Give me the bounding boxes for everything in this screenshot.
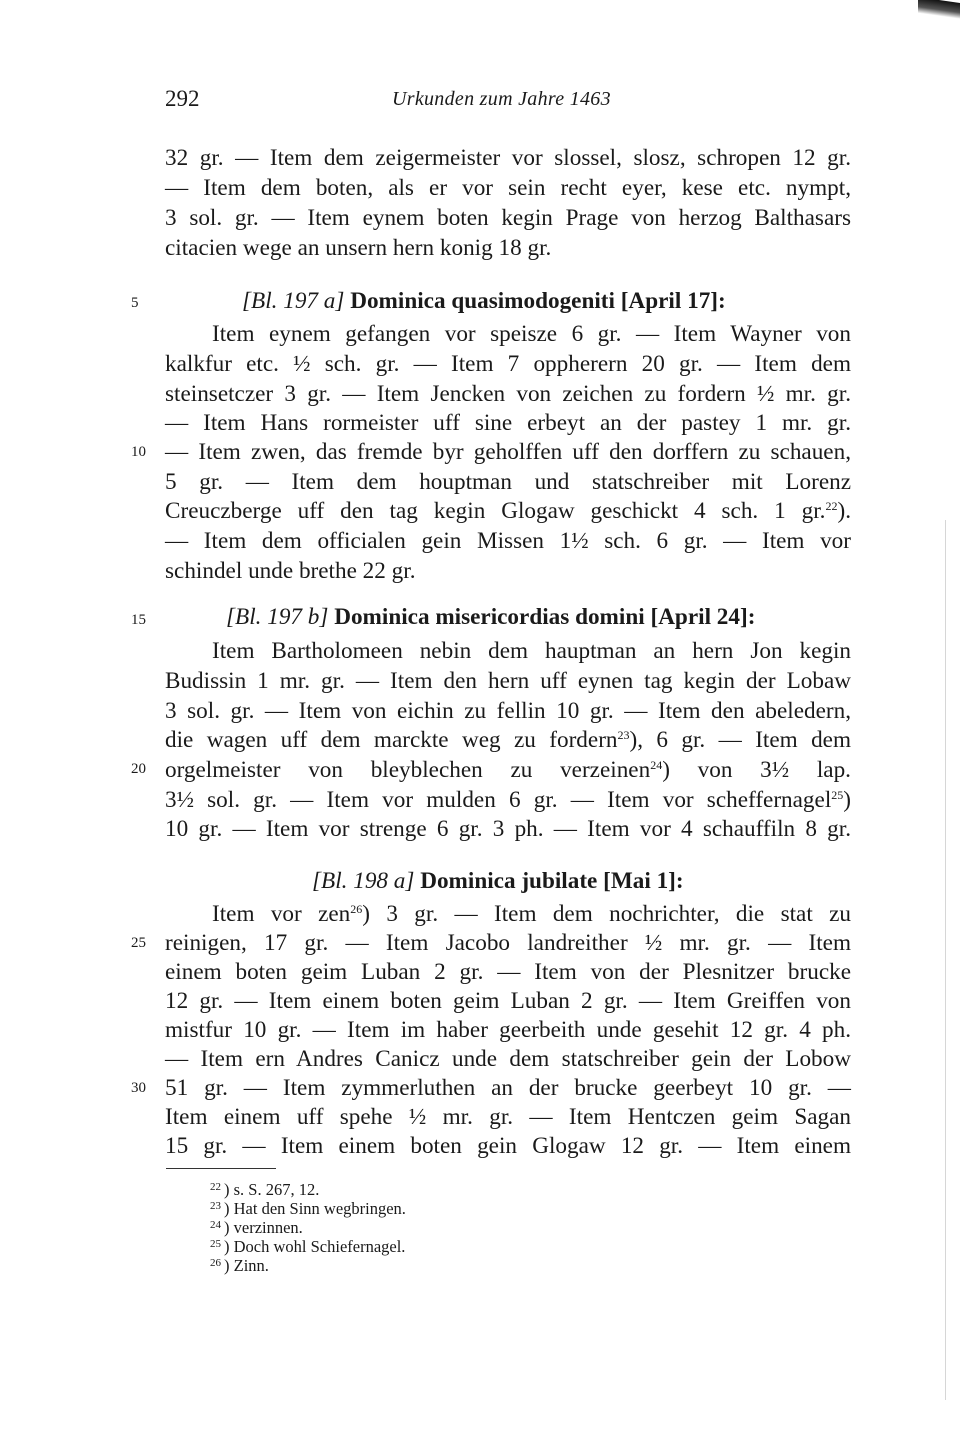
text-line xyxy=(165,785,851,815)
footnote-text: ) verzinnen. xyxy=(224,1218,303,1237)
text-segment: ) xyxy=(843,787,851,813)
footnote xyxy=(210,1197,406,1218)
text-segment: orgelmeister von bleyblechen zu verzeinen xyxy=(165,757,651,783)
heading-date: [April 17]: xyxy=(620,288,726,314)
text-segment: ) von 3½ lap. xyxy=(662,757,851,783)
page-number: 292 xyxy=(165,86,200,111)
text-line: schindel unde brethe 22 gr. xyxy=(165,558,416,584)
line-number: 30 xyxy=(131,1080,146,1096)
footnote-ref: 25 xyxy=(831,788,844,802)
footnote-ref: 22 xyxy=(825,499,838,513)
footnote-ref: 23 xyxy=(617,728,630,742)
footnote-divider xyxy=(166,1168,276,1169)
text-line: 3 sol. gr. — Item eynem boten kegin Prage von herzog Balthasars xyxy=(165,205,851,231)
page-header xyxy=(165,86,855,116)
section-heading xyxy=(242,286,726,316)
footnote-text: ) s. S. 267, 12. xyxy=(224,1180,320,1199)
scan-edge-shadow xyxy=(918,0,960,19)
text-line: reinigen, 17 gr. — Item Jacobo landreither ½ mr. gr. — Item xyxy=(165,930,851,956)
footnote-ref: 24 xyxy=(650,758,663,772)
text-segment: ), 6 gr. — Item dem xyxy=(629,727,851,753)
text-line: 12 gr. — Item einem boten geim Luban 2 gr. — Item Greiffen von xyxy=(165,988,851,1014)
running-title: Urkunden zum Jahre 1463 xyxy=(392,88,611,110)
text-line: Item einem uff spehe ½ mr. gr. — Item Hentczen geim Sagan xyxy=(165,1104,851,1130)
text-line xyxy=(212,899,851,929)
text-line: mistfur 10 gr. — Item im haber geerbeith unde gesehit 12 gr. 4 ph. xyxy=(165,1017,851,1043)
text-line: 15 gr. — Item einem boten gein Glogaw 12 gr. — Item einem xyxy=(165,1133,851,1159)
text-segment: Creuczberge uff den tag kegin Glogaw geschickt 4 sch. 1 gr. xyxy=(165,498,826,524)
text-line: — Item dem boten, als er vor sein recht eyer, kese etc. nympt, xyxy=(165,175,851,201)
heading-date: [April 24]: xyxy=(650,604,756,630)
footnote-number: 24 xyxy=(210,1219,221,1231)
text-line: — Item zwen, das fremde byr geholffen uff den dorffern zu schauen, xyxy=(165,439,851,465)
folio-reference: [Bl. 198 a] xyxy=(312,868,415,894)
text-segment: 3½ sol. gr. — Item vor mulden 6 gr. — Item vor scheffernagel xyxy=(165,787,832,813)
footnote-text: ) Zinn. xyxy=(224,1256,269,1275)
line-number: 10 xyxy=(131,444,146,460)
text-line: Item Bartholomeen nebin dem hauptman an hern Jon kegin xyxy=(212,638,851,664)
heading-title: Dominica misericordias domini xyxy=(334,604,645,630)
heading-date: [Mai 1]: xyxy=(603,868,684,894)
footnote xyxy=(210,1235,405,1256)
footnote-text: ) Doch wohl Schiefernagel. xyxy=(224,1237,406,1256)
text-line: einem boten geim Luban 2 gr. — Item von der Plesnitzer brucke xyxy=(165,959,851,985)
text-line xyxy=(165,755,851,785)
line-number: 20 xyxy=(131,761,146,777)
footnote-number: 26 xyxy=(210,1257,221,1269)
text-line: 10 gr. — Item vor strenge 6 gr. 3 ph. — Item vor 4 schauffiln 8 gr. xyxy=(165,816,851,842)
folio-reference: [Bl. 197 b] xyxy=(226,604,329,630)
footnote-number: 22 xyxy=(210,1181,221,1193)
text-line: 5 gr. — Item dem houptman und statschreiber mit Lorenz xyxy=(165,469,851,495)
footnote xyxy=(210,1178,319,1199)
scan-edge-line xyxy=(945,520,946,1400)
footnote-text: ) Hat den Sinn wegbringen. xyxy=(224,1199,406,1218)
text-line xyxy=(165,725,851,755)
text-line: 3 sol. gr. — Item von eichin zu fellin 10 gr. — Item den abeledern, xyxy=(165,698,851,724)
line-number: 15 xyxy=(131,612,146,628)
text-line: steinsetczer 3 gr. — Item Jencken von zeichen zu fordern ½ mr. gr. xyxy=(165,381,851,407)
text-segment: ) 3 gr. — Item dem nochrichter, die stat zu xyxy=(362,901,852,927)
text-segment: ). xyxy=(837,498,851,524)
text-line: 51 gr. — Item zymmerluthen an der brucke geerbeyt 10 gr. — xyxy=(165,1075,851,1101)
section-heading xyxy=(312,866,684,896)
heading-title: Dominica quasimodogeniti xyxy=(350,288,615,314)
text-line: kalkfur etc. ½ sch. gr. — Item 7 oppherern 20 gr. — Item dem xyxy=(165,351,851,377)
text-line xyxy=(165,496,851,526)
footnote-number: 25 xyxy=(210,1238,221,1250)
footnote-ref: 26 xyxy=(350,902,363,916)
line-number: 5 xyxy=(131,295,139,311)
heading-title: Dominica jubilate xyxy=(420,868,598,894)
footnote xyxy=(210,1216,303,1237)
section-heading xyxy=(226,602,755,632)
text-line: — Item Hans rormeister uff sine erbeyt an der pastey 1 mr. gr. xyxy=(165,410,851,436)
text-segment: Item vor zen xyxy=(212,901,351,927)
footnote xyxy=(210,1254,269,1275)
line-number: 25 xyxy=(131,935,146,951)
text-line: Item eynem gefangen vor speisze 6 gr. — Item Wayner von xyxy=(212,321,851,347)
text-line: — Item dem officialen gein Missen 1½ sch. 6 gr. — Item vor xyxy=(165,528,851,554)
text-line: — Item ern Andres Canicz unde dem statschreiber gein der Lobow xyxy=(165,1046,851,1072)
text-segment: die wagen uff dem marckte weg zu fordern xyxy=(165,727,618,753)
folio-reference: [Bl. 197 a] xyxy=(242,288,345,314)
text-line: 32 gr. — Item dem zeigermeister vor slossel, slosz, schropen 12 gr. xyxy=(165,145,851,171)
text-line: citacien wege an unsern hern konig 18 gr. xyxy=(165,235,552,261)
text-line: Budissin 1 mr. gr. — Item den hern uff eynen tag kegin der Lobaw xyxy=(165,668,851,694)
footnote-number: 23 xyxy=(210,1200,221,1212)
